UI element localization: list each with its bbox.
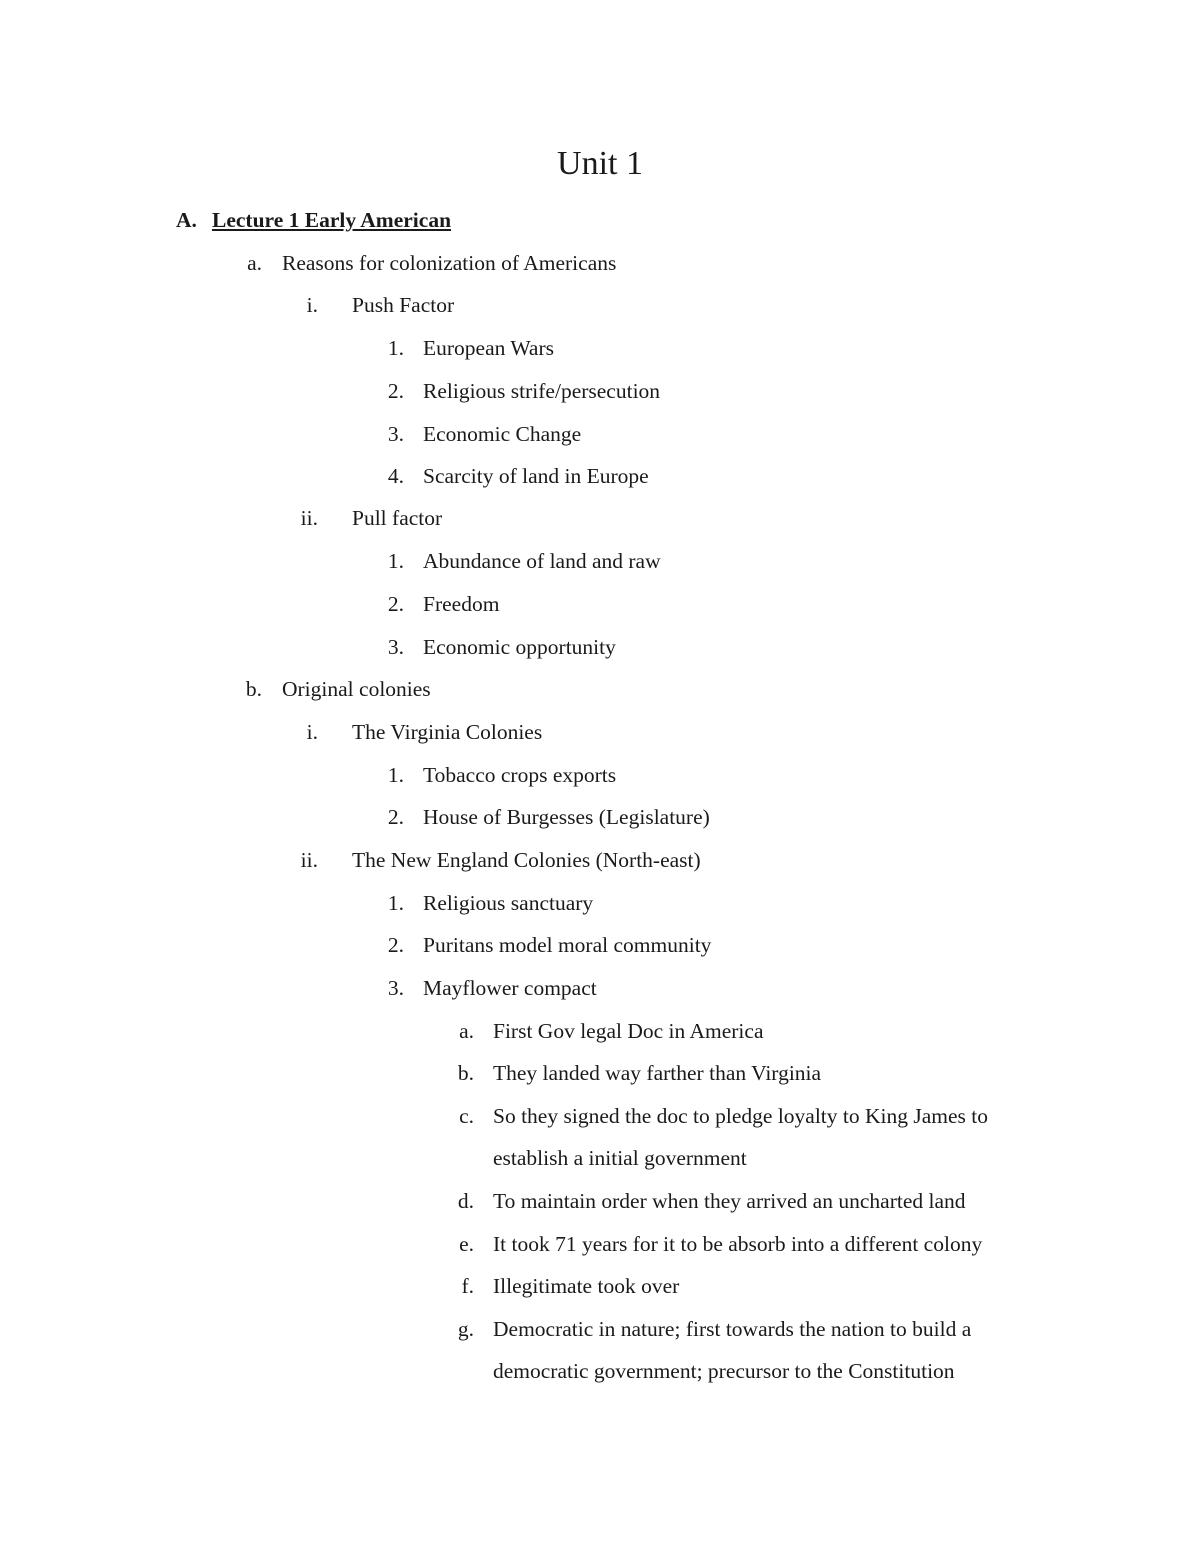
outline-marker: g.: [457, 1317, 474, 1341]
outline-label: Economic opportunity: [423, 635, 616, 659]
outline-marker: ii.: [300, 506, 318, 530]
outline-label: democratic government; precursor to the Constitution: [493, 1359, 955, 1383]
outline-marker: ii.: [300, 848, 318, 872]
outline-label: Reasons for colonization of Americans: [282, 251, 617, 275]
outline-marker: 2.: [387, 805, 404, 829]
outline-label: Democratic in nature; first towards the nation to build a: [493, 1317, 972, 1341]
outline-marker: b.: [457, 1061, 474, 1085]
outline-label: European Wars: [423, 336, 555, 360]
outline-label: The New England Colonies (North-east): [352, 848, 701, 872]
outline-marker: 3.: [387, 635, 404, 659]
outline-marker: 1.: [387, 891, 404, 915]
section-heading: Lecture 1 Early American: [212, 208, 452, 232]
outline-label: Freedom: [423, 592, 500, 616]
outline-marker: a.: [459, 1019, 474, 1043]
outline-label: Scarcity of land in Europe: [423, 464, 649, 488]
outline-label: The Virginia Colonies: [352, 720, 543, 744]
outline-marker: A.: [176, 208, 197, 232]
outline-marker: 4.: [387, 464, 404, 488]
outline-label: Economic Change: [423, 422, 582, 446]
outline-label: establish a initial government: [493, 1146, 747, 1170]
outline-label: Religious strife/persecution: [423, 379, 661, 403]
page-title: Unit 1: [557, 145, 643, 182]
outline-marker: 2.: [387, 592, 404, 616]
outline-label: First Gov legal Doc in America: [493, 1019, 764, 1043]
outline-label: It took 71 years for it to be absorb into a different colony: [493, 1232, 983, 1256]
outline-marker: e.: [459, 1232, 474, 1256]
outline-marker: a.: [247, 251, 262, 275]
outline-marker: b.: [245, 677, 262, 701]
outline-marker: 3.: [387, 422, 404, 446]
outline-label: Tobacco crops exports: [423, 763, 617, 787]
outline-label: To maintain order when they arrived an uncharted land: [493, 1189, 966, 1213]
outline-marker: i.: [306, 293, 318, 317]
outline-marker: i.: [306, 720, 318, 744]
outline-marker: 1.: [387, 336, 404, 360]
outline-label: House of Burgesses (Legislature): [423, 805, 710, 829]
outline-marker: 1.: [387, 763, 404, 787]
outline-label: So they signed the doc to pledge loyalty to King James to: [493, 1104, 989, 1128]
outline-label: Pull factor: [352, 506, 443, 530]
outline-label: Abundance of land and raw: [423, 549, 661, 573]
outline-marker: c.: [459, 1104, 474, 1128]
outline-label: Puritans model moral community: [423, 933, 712, 957]
outline-marker: 2.: [387, 379, 404, 403]
outline-marker: 2.: [387, 933, 404, 957]
outline-label: Mayflower compact: [423, 976, 597, 1000]
outline-label: Religious sanctuary: [423, 891, 594, 915]
outline-marker: f.: [461, 1274, 474, 1298]
outline-marker: 3.: [387, 976, 404, 1000]
outline-marker: 1.: [387, 549, 404, 573]
outline-marker: d.: [457, 1189, 474, 1213]
outline-label: Push Factor: [352, 293, 455, 317]
outline-label: Original colonies: [282, 677, 431, 701]
outline-label: Illegitimate took over: [493, 1274, 680, 1298]
outline-label: They landed way farther than Virginia: [493, 1061, 822, 1085]
